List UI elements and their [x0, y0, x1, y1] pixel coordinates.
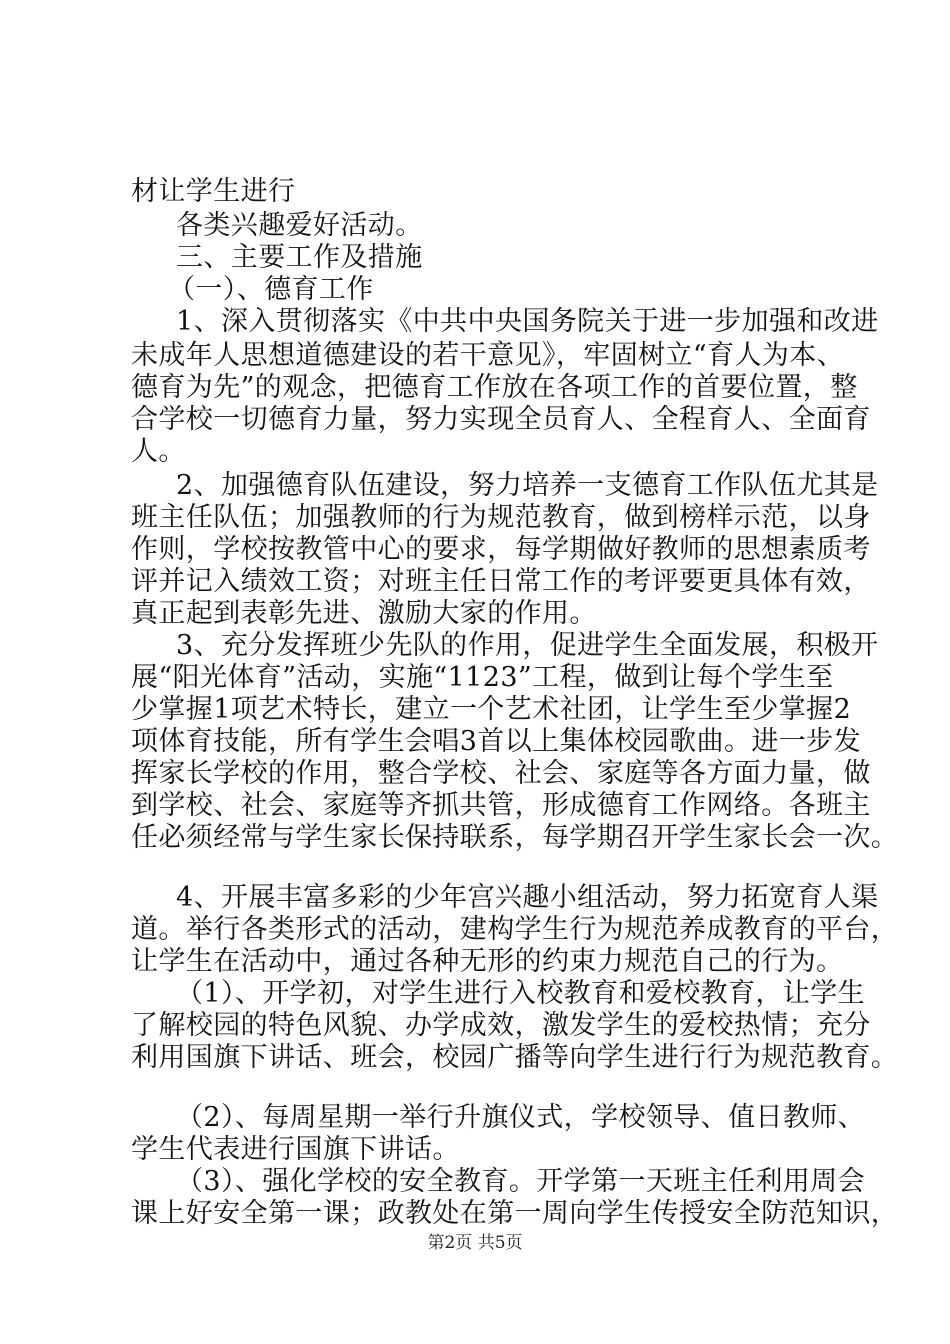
paragraph-line: 人。	[131, 436, 186, 467]
page-number-footer: 第2页 共5页	[427, 1233, 523, 1253]
paragraph-line: 任必须经常与学生家长保持联系，每学期召开学生家长会一次。	[131, 822, 899, 853]
paragraph-line: 真正起到表彰先进、激励大家的作用。	[131, 598, 597, 629]
section-heading: 三、主要工作及措施	[176, 242, 423, 273]
paragraph-line: （3）、强化学校的安全教育。开学第一天班主任利用周会	[176, 1166, 866, 1197]
paragraph-line: 班主任队伍；加强教师的行为规范教育，做到榜样示范，以身	[131, 502, 871, 533]
paragraph-line: 展“阳光体育”活动，实施“1123”工程，做到让每个学生至	[131, 662, 834, 693]
text-line: 材让学生进行	[131, 176, 296, 207]
paragraph-line: 了解校园的特色风貌、办学成效，激发学生的爱校热情；充分	[131, 1010, 871, 1041]
paragraph-line: 3、充分发挥班少先队的作用，促进学生全面发展，积极开	[176, 630, 879, 661]
paragraph-line: 少掌握1项艺术特长，建立一个艺术社团，让学生至少掌握2	[131, 694, 852, 725]
paragraph-line: 挥家长学校的作用，整合学校、社会、家庭等各方面力量，做	[131, 758, 871, 789]
paragraph-line: 德育为先”的观念，把德育工作放在各项工作的首要位置，整	[131, 372, 858, 403]
subsection-heading: （一）、德育工作	[168, 274, 374, 305]
paragraph-line: （2）、每周星期一举行升旗仪式，学校领导、值日教师、	[176, 1102, 866, 1133]
text-line: 各类兴趣爱好活动。	[176, 210, 423, 241]
paragraph-line: 2、加强德育队伍建设，努力培养一支德育工作队伍尤其是	[176, 470, 879, 501]
paragraph-line: 1、深入贯彻落实《中共中央国务院关于进一步加强和改进	[176, 306, 879, 337]
paragraph-line: 项体育技能，所有学生会唱3首以上集体校园歌曲。进一步发	[131, 726, 861, 757]
paragraph-line: 课上好安全第一课；政教处在第一周向学生传授安全防范知识，	[131, 1198, 899, 1229]
paragraph-line: 4、开展丰富多彩的少年宫兴趣小组活动，努力拓宽育人渠	[176, 882, 879, 913]
paragraph-line: 作则，学校按教管中心的要求，每学期做好教师的思想素质考	[131, 534, 871, 565]
paragraph-line: 道。举行各类形式的活动，建构学生行为规范养成教育的平台，	[131, 914, 899, 945]
paragraph-line: 合学校一切德育力量，努力实现全员育人、全程育人、全面育	[131, 404, 871, 435]
paragraph-line: 未成年人思想道德建设的若干意见》，牢固树立“育人为本、	[131, 340, 845, 371]
paragraph-line: 到学校、社会、家庭等齐抓共管，形成德育工作网络。各班主	[131, 790, 871, 821]
paragraph-line: 让学生在活动中，通过各种无形的约束力规范自己的行为。	[131, 946, 844, 977]
paragraph-line: （1）、开学初，对学生进行入校教育和爱校教育，让学生	[176, 978, 866, 1009]
paragraph-line: 利用国旗下讲话、班会，校园广播等向学生进行行为规范教育。	[131, 1042, 899, 1073]
paragraph-line: 学生代表进行国旗下讲话。	[131, 1134, 460, 1165]
paragraph-line: 评并记入绩效工资；对班主任日常工作的考评要更具体有效，	[131, 566, 871, 597]
